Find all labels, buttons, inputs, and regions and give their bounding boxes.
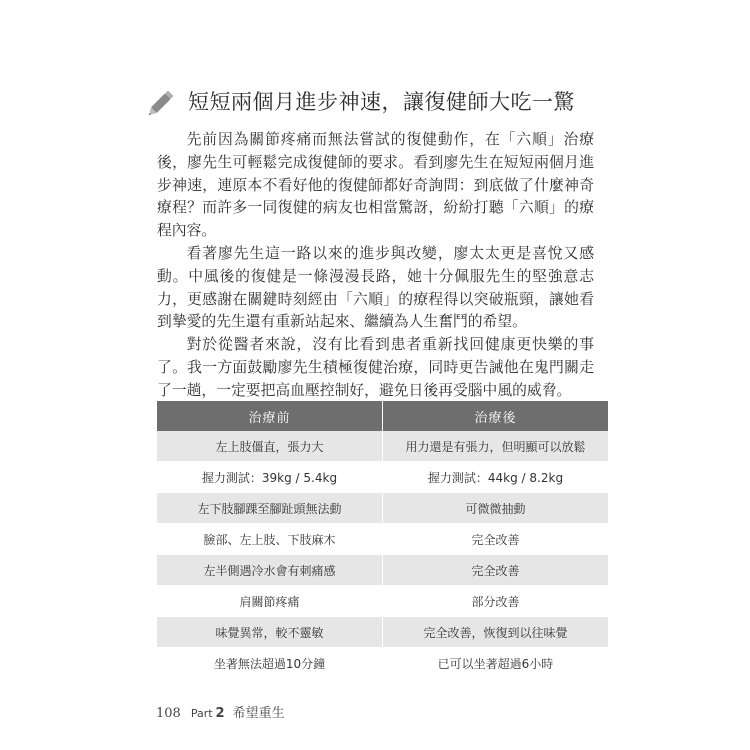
cell-after: 完全改善，恢復到以往味覺 xyxy=(383,617,609,648)
cell-before: 臉部、左上肢、下肢麻木 xyxy=(157,524,383,555)
part-number: 2 xyxy=(215,706,225,721)
cell-after: 部分改善 xyxy=(383,586,609,617)
cell-after: 可微微抽動 xyxy=(383,493,609,524)
section-title: 短短兩個月進步神速，讓復健師大吃一驚 xyxy=(188,90,575,114)
header-before: 治療前 xyxy=(157,401,383,431)
part-title: 希望重生 xyxy=(232,706,285,721)
paragraph: 對於從醫者來說，沒有比看到患者重新找回健康更快樂的事了。我一方面鼓勵廖先生積極復健治療，同時更告誡他在鬼門關走了一趟，一定要把高血壓控制好，避免日後再受腦中風的威脅。 xyxy=(157,336,594,399)
treatment-comparison-table xyxy=(157,401,608,679)
cell-after: 完全改善 xyxy=(383,555,609,586)
cell-before: 左半側遇冷水會有刺痛感 xyxy=(157,555,383,586)
table-row xyxy=(157,462,608,493)
table-header-row xyxy=(157,401,608,431)
paragraph: 先前因為關節疼痛而無法嘗試的復健動作，在「六順」治療後，廖先生可輕鬆完成復健師的要求。看到廖先生在短短兩個月進步神速，連原本不看好他的復健師都好奇詢問：到底做了什麼神奇療程？而許多一同復健的病友也相當驚訝，紛紛打聽「六順」的療程內容。 xyxy=(157,131,594,240)
cell-before: 左上肢僵直，張力大 xyxy=(157,431,383,462)
table-row xyxy=(157,617,608,648)
cell-after: 完全改善 xyxy=(383,524,609,555)
table-row xyxy=(157,555,608,586)
table-row xyxy=(157,493,608,524)
cell-before: 肩關節疼痛 xyxy=(157,586,383,617)
page-number: 108 xyxy=(156,706,181,721)
pencil-icon xyxy=(146,84,180,118)
table-row xyxy=(157,524,608,555)
header-after: 治療後 xyxy=(383,401,609,431)
cell-before: 坐著無法超過10分鐘 xyxy=(157,648,383,679)
cell-after: 握力測試：44kg / 8.2kg xyxy=(383,462,609,493)
body-text xyxy=(157,129,594,403)
cell-before: 握力測試：39kg / 5.4kg xyxy=(157,462,383,493)
cell-after: 已可以坐著超過6小時 xyxy=(383,648,609,679)
part-label: Part xyxy=(190,707,213,720)
cell-before: 味覺異常，較不靈敏 xyxy=(157,617,383,648)
table-row xyxy=(157,586,608,617)
cell-after: 用力還是有張力，但明顯可以放鬆 xyxy=(383,431,609,462)
page-footer xyxy=(156,702,285,721)
cell-before: 左下肢腳踝至腳趾頭無法動 xyxy=(157,493,383,524)
table-row xyxy=(157,648,608,679)
table-row xyxy=(157,431,608,462)
section-heading xyxy=(146,84,575,118)
paragraph: 看著廖先生這一路以來的進步與改變，廖太太更是喜悅又感動。中風後的復健是一條漫漫長路，她十分佩服先生的堅強意志力，更感謝在關鍵時刻經由「六順」的療程得以突破瓶頸，讓她看到摯愛的先生還有重新站起來、繼續為人生奮鬥的希望。 xyxy=(157,244,594,331)
